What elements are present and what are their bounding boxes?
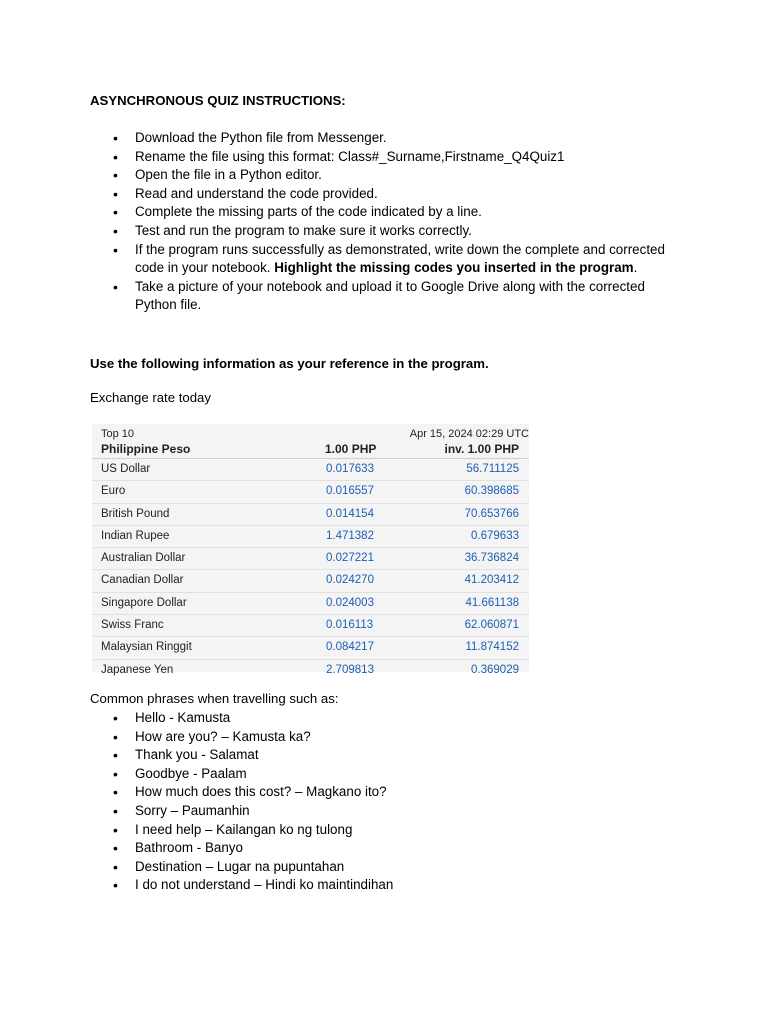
rate-value-link[interactable]: 0.016557 <box>326 485 374 498</box>
inverse-value-link[interactable]: 62.060871 <box>464 619 519 632</box>
rate-value-link[interactable]: 0.024003 <box>326 596 374 609</box>
inverse-value-link[interactable]: 36.736824 <box>464 552 519 565</box>
instruction-item: • Read and understand the code provided. <box>90 185 665 204</box>
instruction-item: • Take a picture of your notebook and upload it to Google Drive along with the corrected Python file. <box>90 278 665 315</box>
inverse-value-link[interactable]: 56.711125 <box>466 463 519 475</box>
table-row <box>92 481 529 503</box>
phrase-item: • Goodbye - Paalam <box>90 765 665 784</box>
table-row <box>92 570 529 592</box>
rate-column-header: 1.00 PHP <box>325 442 377 456</box>
rate-value-link[interactable]: 1.471382 <box>326 529 374 542</box>
currency-name: Indian Rupee <box>101 529 170 542</box>
quiz-heading: ASYNCHRONOUS QUIZ INSTRUCTIONS: <box>90 93 346 108</box>
rate-value-link[interactable]: 0.027221 <box>326 552 374 565</box>
instruction-item: • If the program runs successfully as demonstrated, write down the complete and corrected code in your notebook. Highlight the missing codes you inserted in the program. <box>90 241 665 278</box>
rate-value-link[interactable]: 0.014154 <box>326 507 374 520</box>
currency-name: Euro <box>101 485 126 498</box>
phrase-item: • I need help – Kailangan ko ng tulong <box>90 821 665 840</box>
table-row <box>92 593 529 615</box>
currency-name: Swiss Franc <box>101 619 164 632</box>
table-row <box>92 548 529 570</box>
currency-name: Japanese Yen <box>101 663 174 676</box>
rate-value-link[interactable]: 2.709813 <box>326 663 374 676</box>
base-currency: Philippine Peso <box>101 442 191 456</box>
inverse-value-link[interactable]: 11.874152 <box>465 641 519 654</box>
rate-date: Apr 15, 2024 02:29 UTC <box>409 428 529 440</box>
table-row <box>92 459 529 481</box>
currency-name: Australian Dollar <box>101 552 186 565</box>
table-row <box>92 615 529 637</box>
currency-name: Malaysian Ringgit <box>101 641 192 654</box>
inverse-value-link[interactable]: 0.369029 <box>471 663 519 676</box>
table-row <box>92 526 529 548</box>
rate-value-link[interactable]: 0.016113 <box>326 619 374 632</box>
instruction-item: • Open the file in a Python editor. <box>90 166 665 185</box>
top10-label: Top 10 <box>101 428 135 440</box>
table-row <box>92 637 529 659</box>
inverse-value-link[interactable]: 0.679633 <box>471 529 519 542</box>
instruction-item: • Rename the file using this format: Class#_Surname,Firstname_Q4Quiz1 <box>90 148 665 167</box>
reference-line: Use the following information as your reference in the program. <box>90 356 489 371</box>
highlight-text: Highlight the missing codes you inserted in the program <box>274 260 634 276</box>
instruction-item: • Download the Python file from Messenger. <box>90 129 665 148</box>
inverse-value-link[interactable]: 60.398685 <box>464 485 519 498</box>
instruction-item: • Complete the missing parts of the code indicated by a line. <box>90 203 665 222</box>
currency-name: Singapore Dollar <box>101 596 187 609</box>
rate-value-link[interactable]: 0.024270 <box>326 574 374 587</box>
phrase-item: • How are you? – Kamusta ka? <box>90 728 665 747</box>
phrase-list <box>90 709 665 895</box>
currency-name: British Pound <box>101 507 170 520</box>
phrase-item: • Bathroom - Banyo <box>90 839 665 858</box>
phrases-intro: Common phrases when travelling such as: <box>90 691 339 706</box>
rate-value-link[interactable]: 0.017633 <box>326 463 374 475</box>
instruction-item: • Test and run the program to make sure it works correctly. <box>90 222 665 241</box>
table-row <box>92 660 529 681</box>
phrase-item: • How much does this cost? – Magkano ito? <box>90 783 665 802</box>
phrase-item: • Destination – Lugar na pupuntahan <box>90 858 665 877</box>
exchange-rate-table <box>92 424 529 676</box>
phrase-item: • Thank you - Salamat <box>90 746 665 765</box>
inverse-value-link[interactable]: 70.653766 <box>464 507 519 520</box>
currency-name: Canadian Dollar <box>101 574 184 587</box>
inverse-value-link[interactable]: 41.661138 <box>465 596 519 609</box>
table-header <box>92 424 529 459</box>
phrase-item: • Hello - Kamusta <box>90 709 665 728</box>
exchange-rate-label: Exchange rate today <box>90 390 211 405</box>
instruction-list <box>90 129 665 315</box>
table-body <box>92 459 529 681</box>
phrase-item: • Sorry – Paumanhin <box>90 802 665 821</box>
inverse-value-link[interactable]: 41.203412 <box>464 574 519 587</box>
rate-value-link[interactable]: 0.084217 <box>326 641 374 654</box>
table-row <box>92 504 529 526</box>
currency-name: US Dollar <box>101 463 151 475</box>
inverse-column-header: inv. 1.00 PHP <box>444 442 519 456</box>
phrase-item: • I do not understand – Hindi ko maintindihan <box>90 876 665 895</box>
